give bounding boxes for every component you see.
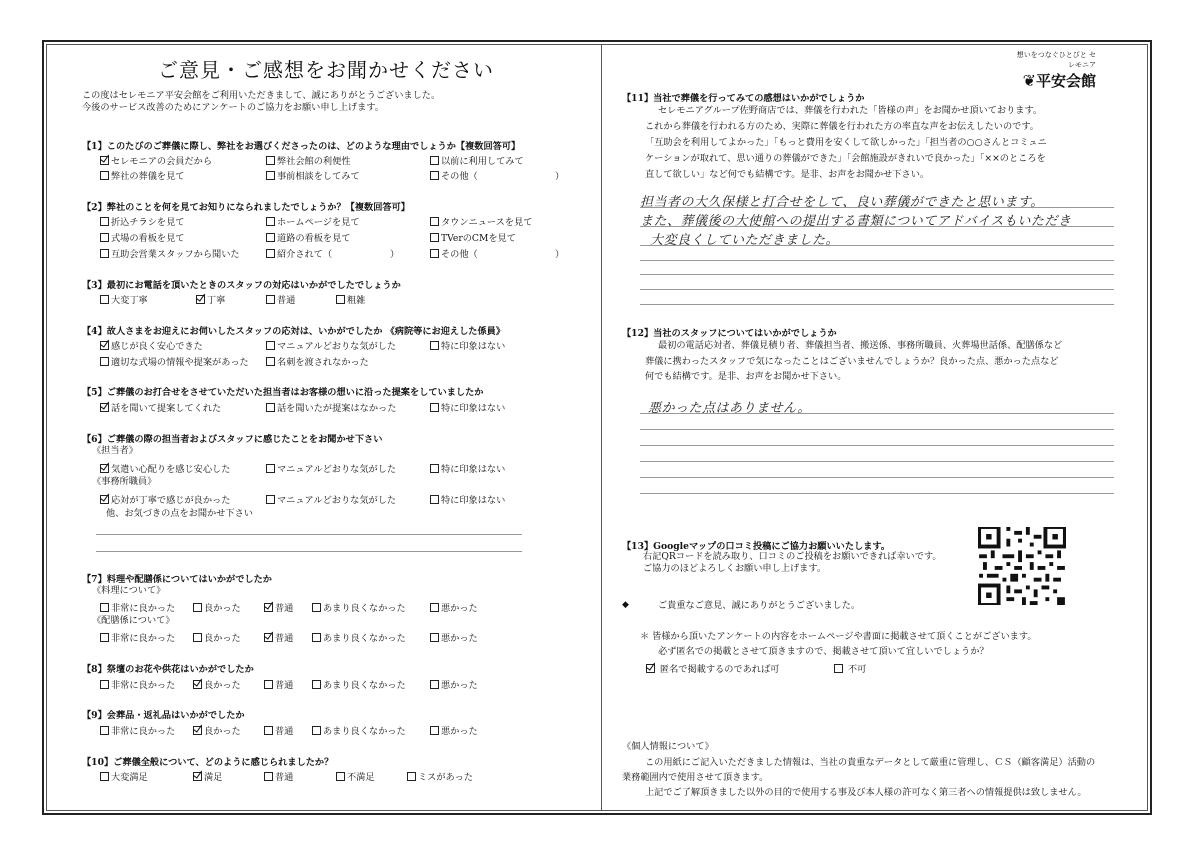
q3-option[interactable]: 大変丁寧 [100,292,148,306]
q6-option[interactable]: 特に印象はない [430,461,505,475]
q12-writing-line[interactable] [640,461,1114,462]
q11-body-line: 直して欲しい」など何でも結構です。是非、お声をお聞かせ下さい。 [645,169,930,180]
checkbox[interactable] [100,726,109,735]
checkbox-checked[interactable] [100,495,109,504]
q6-writing-line[interactable] [96,551,522,552]
q8-option[interactable]: 非常に良かった [100,677,175,691]
q2-option[interactable]: ホームページを見て [266,214,360,228]
q11-body-line: セレモニアグループ佐野商店では、葬儀を行われた「皆様の声」をお聞かせ頂いております。 [658,105,1043,116]
q1-other-close: ） [555,171,565,182]
q2-option[interactable]: 互助会営業スタッフから聞いた [100,246,240,260]
diamond-bullet-icon: ◆ [622,600,629,610]
q10-option[interactable]: 大変満足 [100,769,148,783]
checkbox[interactable] [100,171,109,180]
q11-body-line: ケーションが取れて、思い通りの葬儀ができた」「会館施設がきれいで良かった」「××のところを [645,153,1046,164]
q4-option[interactable]: 適切な式場の情報や提案があった [100,354,249,368]
q12-writing-line[interactable] [640,477,1114,478]
checkbox[interactable] [100,217,109,226]
q9-option[interactable]: 非常に良かった [100,723,175,737]
q2-referral-close: ） [390,249,400,260]
checkbox[interactable] [312,726,321,735]
checkbox[interactable] [266,171,275,180]
q6-option[interactable]: 応対が丁寧で感じが良かった [100,492,230,506]
logo [1012,50,1096,91]
q7-serving-option[interactable]: 非常に良かった [100,630,175,644]
q3-option[interactable]: 普通 [266,292,295,306]
publish-option-yes[interactable]: 匿名で掲載するのであれば可 [646,661,779,675]
q11-handwritten-answer: 担当者の大久保様と打合せをして、良い葬儀ができたと思います。 [640,195,1044,210]
q8-option[interactable]: 普通 [264,677,293,691]
checkbox[interactable] [193,633,202,642]
checkbox[interactable] [264,726,273,735]
q2-option[interactable]: 式場の看板を見て [100,230,185,244]
checkbox[interactable] [193,603,202,612]
q2-option-other[interactable]: その他（ [430,246,478,260]
q11-writing-line[interactable] [640,274,1114,275]
checkbox[interactable] [430,603,439,612]
q4-label: 【4】故人さまをお迎えにお伺いしたスタッフの応対は、いかがでしたか 《病院等にお迎えした係員》 [82,326,506,337]
privacy-body-line: 業務範囲内で使用させて頂きます。 [622,772,769,783]
privacy-body-line: この用紙にご記入いただきました情報は、当社の貴重なデータとして厳重に管理し、ＣＳ（顧客満足）活動の [645,757,1096,768]
q11-writing-line[interactable] [640,260,1114,261]
q2-other-close: ） [555,249,565,260]
q10-option[interactable]: 満足 [193,769,222,783]
checkbox[interactable] [312,680,321,689]
q5-option[interactable]: 特に印象はない [430,400,505,414]
q6-option[interactable]: 特に印象はない [430,492,505,506]
checkbox-checked[interactable] [196,295,205,304]
q11-writing-line[interactable] [640,304,1114,305]
intro-line-2: 今後のサービス改善のためにアンケートのご協力をお願い申し上げます。 [82,102,384,113]
checkbox-checked[interactable] [193,772,202,781]
q12-body-line: 何でも結構です。是非、お声をお聞かせ下さい。 [645,371,847,382]
q3-option[interactable]: 丁寧 [196,292,225,306]
q6-writing-line[interactable] [96,534,522,535]
q2-option[interactable]: 道路の看板を見て [266,230,351,244]
q10-option[interactable]: ミスがあった [407,769,473,783]
checkbox-checked[interactable] [100,156,109,165]
checkbox[interactable] [430,217,439,226]
q3-option[interactable]: 粗雑 [336,292,365,306]
q8-label: 【8】祭壇のお花や供花はいかがでしたか [82,664,254,675]
q12-writing-line[interactable] [640,445,1114,446]
q7-serving-option[interactable]: 良かった [193,630,241,644]
q1-option[interactable]: セレモニアの会員だから [100,153,212,167]
q7-label: 【7】料理や配膳係についてはいかがでしたか [82,574,272,585]
q2-option[interactable]: 折込チラシを見て [100,214,185,228]
q7-food-option[interactable]: 悪かった [430,600,478,614]
checkbox[interactable] [430,680,439,689]
q6-other-prompt: 他、お気づきの点をお聞かせ下さい [106,508,253,519]
q1-option[interactable]: 弊社の葬儀を見て [100,168,185,182]
checkbox[interactable] [834,664,843,673]
intro-line-1: この度はセレモニア平安会館をご利用いただきまして、誠にありがとうございました。 [82,90,441,101]
privacy-title: 《個人情報について》 [622,741,714,752]
q5-option[interactable]: 話を聞いたが提案はなかった [266,400,396,414]
checkbox-checked[interactable] [264,633,273,642]
q1-label: 【1】このたびのご葬儀に際し、弊社をお選びくださったのは、どのような理由でしょうか【複数回答可】 [82,141,521,152]
survey-title: ご意見・ご感想をお聞かせください [158,58,494,82]
q11-body-line: これから葬儀を行われる方のため、実際に葬儀を行われた方の率直な声をお伝えしたいのです。 [645,121,1039,132]
q7-sub-food: 《料理について》 [92,585,166,596]
q7-serving-option[interactable]: あまり良くなかった [312,630,406,644]
q7-food-option[interactable]: 非常に良かった [100,600,175,614]
checkbox[interactable] [100,233,109,242]
checkbox[interactable] [100,603,109,612]
checkbox[interactable] [336,295,345,304]
checkbox[interactable] [266,295,275,304]
checkbox[interactable] [430,171,439,180]
q6-sub-office: 《事務所職員》 [92,476,157,487]
q6-option[interactable]: マニュアルどおりな気がした [266,461,396,475]
q10-option[interactable]: 不満足 [336,769,375,783]
q7-serving-option[interactable]: 悪かった [430,630,478,644]
checkbox[interactable] [266,341,275,350]
q1-option[interactable]: 弊社会館の利便性 [266,153,351,167]
q6-option[interactable]: マニュアルどおりな気がした [266,492,396,506]
checkbox[interactable] [264,680,273,689]
checkbox[interactable] [430,633,439,642]
checkbox[interactable] [266,249,275,258]
checkbox[interactable] [266,403,275,412]
checkbox-checked[interactable] [193,726,202,735]
checkbox-checked[interactable] [100,341,109,350]
q10-label: 【10】ご葬儀全般について、どのように感じられましたか？ [82,757,334,768]
q13-label: 【13】Googleマップの口コミ投稿にご協力お願いいたします。 [622,541,891,552]
checkbox[interactable] [430,464,439,473]
checkbox[interactable] [266,156,275,165]
q10-option[interactable]: 普通 [264,769,293,783]
q9-option[interactable]: 普通 [264,723,293,737]
q7-food-option[interactable]: あまり良くなかった [312,600,406,614]
page-divider [601,44,602,811]
qr-code-icon[interactable] [978,527,1066,605]
q8-option[interactable]: あまり良くなかった [312,677,406,691]
checkbox[interactable] [100,680,109,689]
q2-option[interactable]: タウンニュースを見て [430,214,532,228]
q6-sub-staff: 《担当者》 [92,445,138,456]
checkbox[interactable] [430,233,439,242]
q9-label: 【9】会葬品・返礼品はいかがでしたか [82,710,245,721]
q7-food-option[interactable]: 普通 [264,600,293,614]
q7-serving-option[interactable]: 普通 [264,630,293,644]
q8-option[interactable]: 悪かった [430,677,478,691]
flower-logo-icon: ❦ [1022,71,1036,90]
checkbox[interactable] [266,495,275,504]
q2-option-referral[interactable]: 紹介されて（ [266,246,332,260]
q1-option-other[interactable]: その他（ [430,168,478,182]
logo-brand-big: 平安会館 [1035,72,1096,90]
q12-label: 【12】当社のスタッフについてはいかがでしょうか [622,328,837,339]
q5-label: 【5】ご葬儀のお打合せをさせていただいた担当者はお客様の想いに沿った提案をしていましたか [82,387,484,398]
thanks-message: ご貴重なご意見、誠にありがとうございました。 [658,600,861,611]
q11-handwritten-answer: また、葬儀後の大使館への提出する書類についてアドバイスもいただき [640,214,1072,229]
checkbox[interactable] [100,772,109,781]
publish-note-2: 必ず匿名での掲載とさせて頂きますので、掲載させて頂いて宜しいでしょうか？ [658,646,989,657]
publish-option-no[interactable]: 不可 [834,661,866,675]
checkbox[interactable] [266,357,275,366]
q7-sub-serving: 《配膳係について》 [92,615,175,626]
q12-writing-line[interactable] [640,493,1114,494]
checkbox[interactable] [430,726,439,735]
checkbox[interactable] [430,495,439,504]
q12-writing-line[interactable] [640,413,1114,414]
logo-tagline: 想いをつなぐひとびと [1016,51,1087,59]
q7-food-option[interactable]: 良かった [193,600,241,614]
checkbox[interactable] [430,156,439,165]
q12-body-line: 葬儀に携わったスタッフで気になったことはございませんでしょうか？良かった点、悪かった点など [645,356,1059,367]
checkbox-checked[interactable] [100,403,109,412]
q12-handwritten-answer: 悪かった点はありません。 [648,401,811,416]
q12-body-line: 最初の電話応対者、葬儀見積り者、葬儀担当者、搬送係、事務所職員、火葬場世話係、配膳係など [658,340,1063,351]
q6-label: 【6】ご葬儀の際の担当者およびスタッフに感じたことをお聞かせ下さい [82,434,383,445]
checkbox-checked[interactable] [646,664,655,673]
q11-label: 【11】当社で葬儀を行ってみての感想はいかがでしょうか [622,93,865,104]
checkbox[interactable] [264,772,273,781]
q12-writing-line[interactable] [640,429,1114,430]
q1-option[interactable]: 事前相談をしてみて [266,168,360,182]
checkbox[interactable] [312,603,321,612]
logo-brand-small: セレモニア [1068,51,1096,69]
q1-option[interactable]: 以前に利用してみて [430,153,524,167]
q9-option[interactable]: 良かった [193,723,241,737]
q6-option[interactable]: 気遣い心配りを感じ安心した [100,461,230,475]
q13-body-line: 右記QRコードを読み取り、口コミのご投稿をお願いできれば幸いです。 [643,551,942,562]
checkbox[interactable] [266,217,275,226]
q11-body-line: 「互助会を利用してよかった」「もっと費用を安くして欲しかった」「担当者の○○さんとコミュニ [645,137,1047,148]
privacy-body-line: 上記でご了解頂きました以外の目的で使用する事及び本人様の許可なく第三者への情報提供は致しません。 [645,787,1087,798]
checkbox-checked[interactable] [193,680,202,689]
checkbox[interactable] [100,357,109,366]
checkbox[interactable] [100,633,109,642]
q3-label: 【3】最初にお電話を頂いたときのスタッフの対応はいかがでしたでしょうか [82,280,401,291]
q8-option[interactable]: 良かった [193,677,241,691]
checkbox[interactable] [312,633,321,642]
q4-option[interactable]: マニュアルどおりな気がした [266,338,396,352]
checkbox[interactable] [100,295,109,304]
checkbox[interactable] [100,249,109,258]
q4-option[interactable]: 感じが良く安心できた [100,338,203,352]
q5-option[interactable]: 話を聞いて提案してくれた [100,400,221,414]
q4-option[interactable]: 名刺を渡されなかった [266,354,369,368]
checkbox[interactable] [430,403,439,412]
q9-option[interactable]: あまり良くなかった [312,723,406,737]
q11-handwritten-answer: 大変良くしていただきました。 [650,233,840,248]
checkbox[interactable] [430,249,439,258]
checkbox[interactable] [430,341,439,350]
q11-writing-line[interactable] [640,289,1114,290]
checkbox-checked[interactable] [100,464,109,473]
checkbox[interactable] [407,772,416,781]
checkbox[interactable] [336,772,345,781]
q13-body-line: ご協力のほどよろしくお願い申し上げます。 [643,563,827,574]
checkbox[interactable] [266,464,275,473]
checkbox[interactable] [266,233,275,242]
checkbox-checked[interactable] [264,603,273,612]
q2-label: 【2】弊社のことを何を見てお知りになられましたでしょうか？【複数回答可】 [82,202,410,213]
q2-option[interactable]: TVerのCMを見て [430,230,516,244]
publish-note-1: ＊ 皆様から頂いたアンケートの内容をホームページや書面に掲載させて頂くことがございます。 [640,631,1037,642]
q4-option[interactable]: 特に印象はない [430,338,505,352]
q9-option[interactable]: 悪かった [430,723,478,737]
